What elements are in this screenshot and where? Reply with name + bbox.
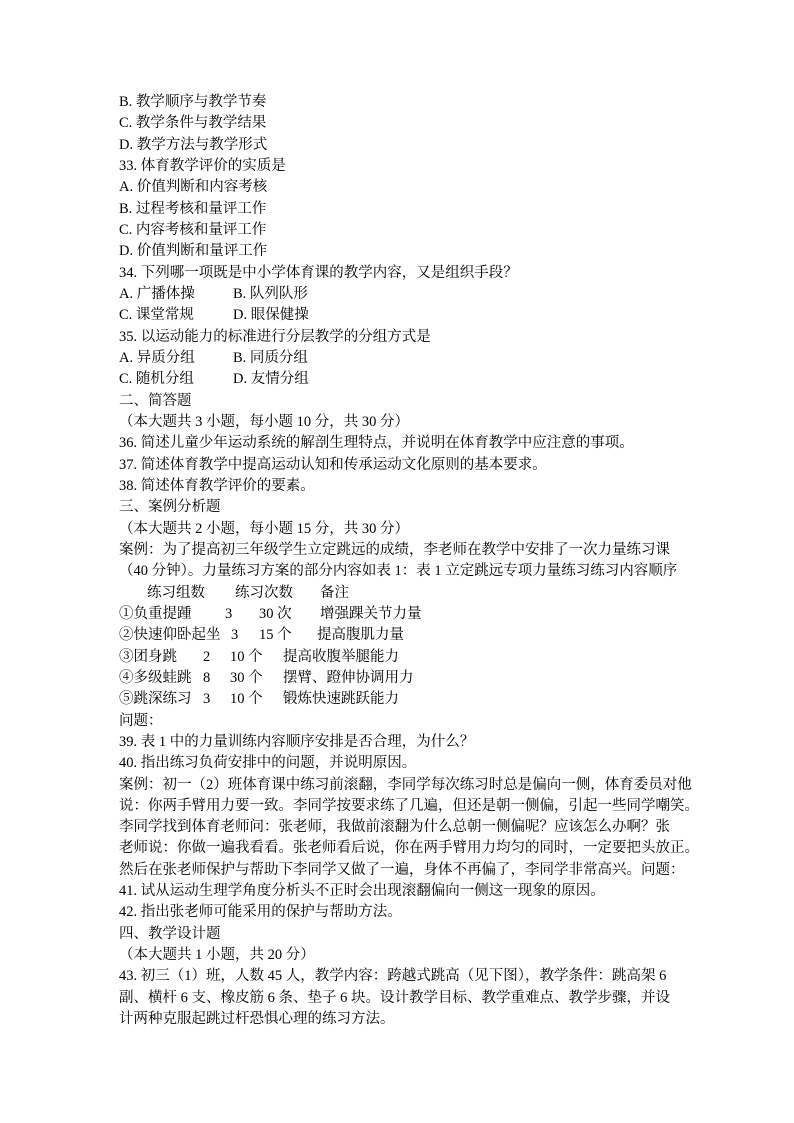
- text-segment: B. 同质分组: [233, 349, 308, 366]
- text-segment: 36. 简述儿童少年运动系统的解剖生理特点，并说明在体育教学中应注意的事项。: [119, 435, 634, 452]
- table-1-row-4: [119, 668, 699, 689]
- q42: [119, 902, 699, 923]
- q43-line-3: [119, 1009, 699, 1030]
- q40: [119, 753, 699, 774]
- text-segment: （本大题共 3 小题，每小题 10 分，共 30 分）: [119, 413, 409, 430]
- text-segment: 增强踝关节力量: [320, 605, 422, 622]
- q33-option-c: [119, 220, 699, 241]
- q38: [119, 476, 699, 497]
- text-segment: 40. 指出练习负荷安排中的问题，并说明原因。: [119, 755, 417, 772]
- text-segment: 老师说：你做一遍我看看。张老师看后说，你在两手臂用力均匀的同时，一定要把头放正。: [119, 840, 699, 857]
- q32-option-b: [119, 92, 699, 113]
- text-segment: 41. 试从运动生理学角度分析头不正时会出现滚翻偏向一侧这一现象的原因。: [119, 883, 605, 900]
- text-segment: A. 广播体操: [119, 285, 195, 302]
- text-segment: 30 个: [230, 669, 263, 686]
- q33-option-a: [119, 177, 699, 198]
- text-segment: 8: [203, 669, 211, 686]
- q34-stem: [119, 263, 699, 284]
- q33-option-d: [119, 241, 699, 262]
- text-segment: C. 内容考核和量评工作: [119, 221, 267, 238]
- section-2-note: [119, 412, 699, 433]
- table-1-row-2: [119, 625, 699, 646]
- q35-options-ab: [119, 348, 699, 369]
- text-segment: C. 随机分组: [119, 371, 194, 388]
- text-segment: 提高腹肌力量: [317, 627, 404, 644]
- text-segment: （40 分钟）。力量练习方案的部分内容如表 1：表 1 立定跳远专项力量练习练习内容顺序: [119, 563, 678, 580]
- text-segment: ④多级蛙跳: [119, 669, 192, 686]
- q33-stem: [119, 156, 699, 177]
- text-segment: 二、简答题: [119, 392, 192, 409]
- text-segment: 2: [203, 648, 211, 665]
- text-segment: 副、横杆 6 支、橡皮筋 6 条、垫子 6 块。设计教学目标、教学重难点、教学步骤，并设: [119, 989, 670, 1006]
- text-segment: 10 个: [230, 691, 263, 708]
- q39: [119, 732, 699, 753]
- text-segment: B. 教学顺序与教学节奏: [119, 94, 267, 110]
- q37: [119, 455, 699, 476]
- text-segment: 李同学找到体育老师问：张老师，我做前滚翻为什么总朝一侧偏呢？应该怎么办啊？张: [119, 819, 670, 836]
- text-segment: 3: [203, 691, 211, 708]
- q32-option-c: [119, 113, 699, 134]
- q33-option-b: [119, 199, 699, 220]
- text-segment: 练习组数: [147, 584, 205, 601]
- q34-options-ab: [119, 284, 699, 305]
- text-segment: （本大题共 2 小题，每小题 15 分，共 30 分）: [119, 520, 409, 537]
- text-segment: 三、案例分析题: [119, 499, 221, 516]
- text-segment: 42. 指出张老师可能采用的保护与帮助方法。: [119, 904, 402, 921]
- text-segment: 备注: [320, 584, 349, 601]
- text-segment: 30 次: [259, 605, 292, 622]
- text-segment: 15 个: [259, 627, 292, 644]
- table-1-header: [119, 583, 699, 604]
- case-2-line-1: [119, 775, 699, 796]
- text-segment: 案例：为了提高初三年级学生立定跳远的成绩，李老师在教学中安排了一次力量练习课: [119, 541, 670, 558]
- text-segment: C. 教学条件与教学结果: [119, 115, 267, 132]
- section-4-note: [119, 945, 699, 966]
- text-segment: （本大题共 1 小题，共 20 分）: [119, 947, 315, 964]
- case-2-line-2: [119, 796, 699, 817]
- q43-line-2: [119, 988, 699, 1009]
- section-3-title: [119, 497, 699, 518]
- section-4-title: [119, 924, 699, 945]
- q32-option-d: [119, 135, 699, 156]
- text-segment: 3: [225, 605, 233, 622]
- text-segment: B. 队列队形: [233, 285, 308, 302]
- text-segment: 练习次数: [235, 584, 293, 601]
- text-segment: 33. 体育教学评价的实质是: [119, 157, 286, 174]
- text-segment: 四、教学设计题: [119, 925, 221, 942]
- text-segment: D. 友情分组: [233, 371, 309, 388]
- case-1-line-1: [119, 540, 699, 561]
- table-1-row-5: [119, 689, 699, 710]
- text-segment: A. 异质分组: [119, 349, 195, 366]
- text-segment: ②快速仰卧起坐: [119, 627, 221, 644]
- case-2-line-3: [119, 817, 699, 838]
- q34-options-cd: [119, 305, 699, 326]
- case-1-questions-label: [119, 711, 699, 732]
- text-segment: ①负重提踵: [119, 605, 192, 622]
- text-segment: 38. 简述体育教学评价的要素。: [119, 477, 315, 494]
- exam-text-block: [119, 92, 699, 1030]
- text-segment: 43. 初三（1）班，人数 45 人，教学内容：跨越式跳高（见下图），教学条件：跳高架 6: [119, 968, 667, 985]
- case-2-line-5: [119, 860, 699, 881]
- table-1-row-1: [119, 604, 699, 625]
- q35-options-cd: [119, 369, 699, 390]
- text-segment: 10 个: [230, 648, 263, 665]
- q41: [119, 881, 699, 902]
- text-segment: 说：你两手臂用力要一致。李同学按要求练了几遍，但还是朝一侧偏，引起一些同学嘲笑。: [119, 797, 699, 814]
- text-segment: 提高收腹举腿能力: [283, 648, 399, 665]
- text-segment: D. 教学方法与教学形式: [119, 136, 268, 153]
- text-segment: 34. 下列哪一项既是中小学体育课的教学内容，又是组织手段？: [119, 264, 518, 281]
- text-segment: D. 价值判断和量评工作: [119, 243, 268, 260]
- case-2-line-4: [119, 838, 699, 859]
- q36: [119, 433, 699, 454]
- text-segment: 3: [231, 627, 239, 644]
- q43-line-1: [119, 966, 699, 987]
- text-segment: 然后在张老师保护与帮助下李同学又做了一遍，身体不再偏了，李同学非常高兴。问题：: [119, 861, 685, 878]
- text-segment: 锻炼快速跳跃能力: [283, 691, 399, 708]
- text-segment: ③团身跳: [119, 648, 177, 665]
- case-1-line-2: [119, 561, 699, 582]
- text-segment: 问题：: [119, 712, 163, 729]
- section-2-title: [119, 391, 699, 412]
- text-segment: 案例：初一（2）班体育课中练习前滚翻，李同学每次练习时总是偏向一侧，体育委员对他: [119, 776, 692, 793]
- text-segment: 35. 以运动能力的标准进行分层教学的分组方式是: [119, 328, 431, 345]
- text-segment: 39. 表 1 中的力量训练内容顺序安排是否合理，为什么？: [119, 733, 475, 750]
- text-segment: D. 眼保健操: [233, 307, 309, 324]
- section-3-note: [119, 519, 699, 540]
- text-segment: 计两种克服起跳过杆恐惧心理的练习方法。: [119, 1011, 395, 1028]
- text-segment: 摆臂、蹬伸协调用力: [283, 669, 414, 686]
- table-1-row-3: [119, 647, 699, 668]
- text-segment: ⑤跳深练习: [119, 691, 192, 708]
- q35-stem: [119, 327, 699, 348]
- text-segment: C. 课堂常规: [119, 307, 194, 324]
- text-segment: 37. 简述体育教学中提高运动认知和传承运动文化原则的基本要求。: [119, 456, 547, 473]
- text-segment: A. 价值判断和内容考核: [119, 179, 268, 196]
- text-segment: B. 过程考核和量评工作: [119, 200, 267, 217]
